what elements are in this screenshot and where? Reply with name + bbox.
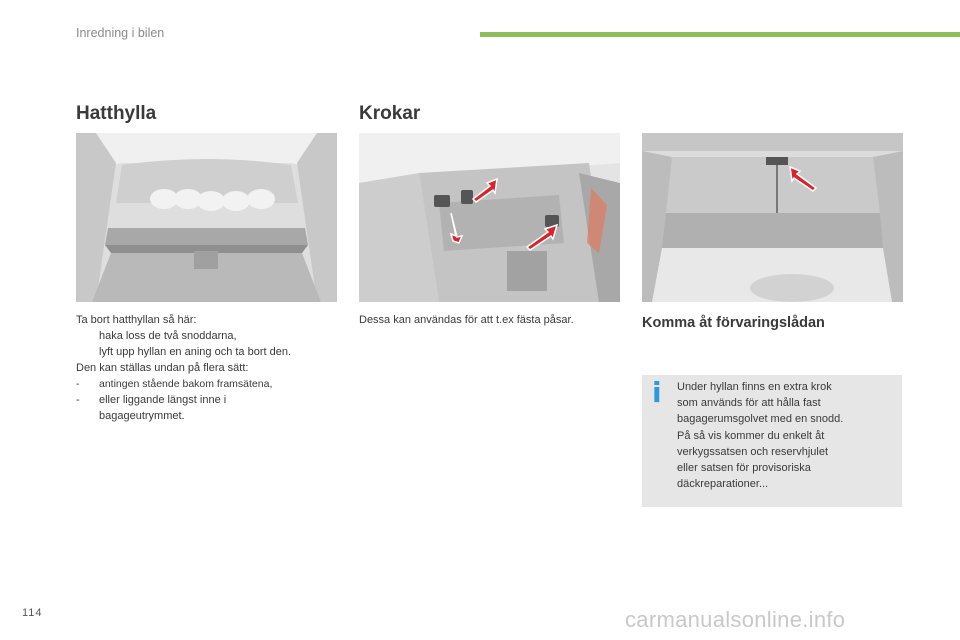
bullet-item: lyft upp hyllan en aning och ta bort den.: [99, 346, 292, 358]
accent-bar: [480, 32, 960, 37]
text-line: Den kan ställas undan på flera sätt:: [76, 362, 249, 374]
dash-icon: -: [76, 394, 80, 406]
dash-item: - eller liggande längst inne i: [76, 394, 227, 406]
dash-icon: -: [76, 378, 80, 390]
chapter-title: Inredning i bilen: [76, 26, 165, 40]
info-line: eller satsen för provisoriska: [677, 462, 811, 475]
info-text: [677, 379, 843, 492]
heading-forvaringsladan: Komma åt förvaringslådan: [642, 315, 825, 331]
watermark: carmanualsonline.info: [625, 607, 846, 632]
info-line: verkygssatsen och reservhjulet: [677, 445, 829, 458]
text-line: bagageutrymmet.: [99, 410, 185, 422]
dash-item: - antingen stående bakom framsätena,: [76, 378, 273, 390]
heading-krokar: Krokar: [359, 103, 421, 124]
info-line: På så vis kommer du enkelt åt: [677, 429, 825, 442]
hatthylla-instructions: [76, 312, 346, 424]
info-line: som används för att hålla fast: [677, 397, 821, 410]
info-line: bagagerumsgolvet med en snodd.: [677, 413, 844, 426]
bullet-item: haka loss de två snoddarna,: [99, 330, 237, 342]
page-number: 114: [22, 607, 43, 619]
heading-hatthylla: Hatthylla: [76, 103, 157, 124]
info-icon: i: [652, 376, 662, 409]
storage-access-illustration: [642, 133, 903, 302]
text-line: Ta bort hatthyllan så här:: [76, 314, 197, 326]
boot-hooks-illustration: [359, 133, 620, 302]
info-line: däckreparationer...: [677, 478, 769, 491]
parcel-shelf-illustration: [76, 133, 337, 302]
krokar-text: Dessa kan användas för att t.ex fästa påsar.: [359, 314, 574, 326]
info-line: Under hyllan finns en extra krok: [677, 381, 832, 393]
